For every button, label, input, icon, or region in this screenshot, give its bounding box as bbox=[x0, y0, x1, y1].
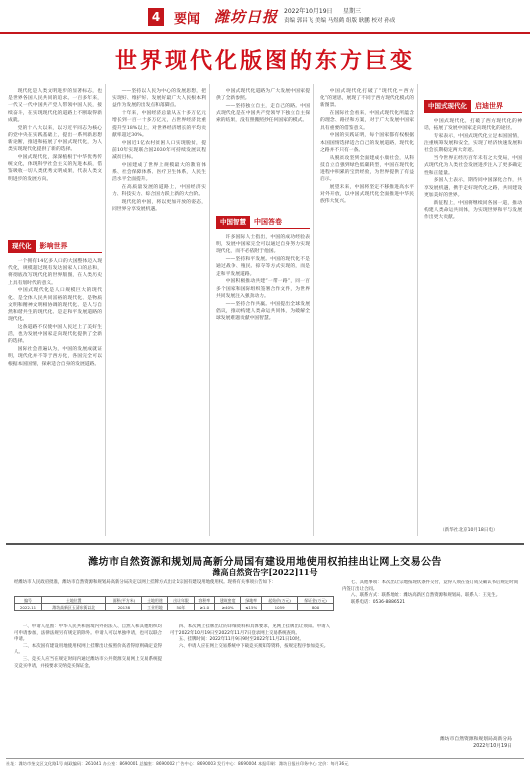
article-column-4 bbox=[320, 88, 414, 536]
issue-date: 2022年10月19日 bbox=[284, 8, 333, 15]
paragraph: 在高质量发展的道路上，中国经济实力、科技实力、综合国力跃上新的大台阶。 bbox=[112, 185, 206, 198]
paragraph: 十年来，中国经济总量从五十多万亿元增长到一百一十多万亿元，占世界经济比重提升至18%以上，对世界经济增长的平均贡献率超过30%。 bbox=[112, 111, 206, 138]
paragraph: 国际社会普遍认为，中国的发展成就证明，现代化并不等于西方化，各国完全可以根据本国国情，探索适合自身的发展道路。 bbox=[8, 347, 102, 367]
paragraph: ——坚持以人民为中心的发展思想，把实现好、维护好、发展好最广大人民根本利益作为发展的出发点和落脚点。 bbox=[112, 89, 206, 109]
paragraph: 现代化的中国，将以更加开放的姿态，同世界分享发展机遇。 bbox=[112, 200, 206, 213]
subhead-inspire-world bbox=[424, 100, 522, 113]
article-column-5 bbox=[424, 118, 522, 524]
paragraph: 许多国际人士指出，中国的成功经验表明，发展中国家完全可以通过自身努力实现现代化，而不必依附于他国。 bbox=[216, 235, 310, 255]
paragraph: 中国的实践证明，每个国家都有权根据本国国情选择适合自己的发展道路，现代化之路并不只有一条。 bbox=[320, 133, 414, 153]
page-headline: 世界现代化版图的东方巨变 bbox=[114, 48, 415, 74]
page-masthead bbox=[0, 0, 530, 34]
paragraph: 六、申请人应在网上交易系统中下载竞买须知等资料，按规定程序参加竞买。 bbox=[178, 643, 329, 649]
table-header-row bbox=[15, 597, 334, 604]
subhead-tag: 中国智慧 bbox=[216, 216, 250, 229]
paragraph: ——坚持合作共赢。中国提出全球发展倡议，推动构建人类命运共同体，为破解全球发展难题贡献中国智慧。 bbox=[216, 301, 310, 322]
announcement-signature bbox=[440, 736, 512, 750]
table-header: 起始价(万元) bbox=[262, 597, 298, 604]
table-header: 面积(平方米) bbox=[106, 597, 142, 604]
table-cell: 1059 bbox=[262, 604, 298, 611]
paragraph: 新征程上，中国将继续同各国一道，推动构建人类命运共同体，为实现世界和平与发展作出更大贡献。 bbox=[424, 200, 522, 221]
page-number: 4 bbox=[148, 8, 164, 26]
paragraph: 联系电话：0536-8886521 bbox=[350, 599, 406, 605]
subhead-title: 启迪世界 bbox=[471, 100, 522, 113]
announcement-top-rule bbox=[6, 543, 524, 545]
table-cell: 20138 bbox=[106, 604, 142, 611]
announcement-title: 潍坊市自然资源和规划局高新分局国有建设用地使用权拍挂出让网上交易公告 bbox=[88, 557, 442, 568]
subhead-modernization bbox=[8, 240, 102, 253]
paragraph: 一个拥有14亿多人口的大国整体迈入现代化，规模超过现有发达国家人口的总和，将彻底改写现代化的世界版图，在人类历史上具有划时代的意义。 bbox=[8, 259, 102, 286]
paragraph: 现代化是人类文明进步的显著标志，也是世界各国人民共同的追求。一百多年来，一代又一代中国共产党人带领中国人民，接续奋斗，在实现现代化的道路上不断取得新成就。 bbox=[8, 89, 102, 123]
paragraph: 这条道路不仅使中国人民过上了美好生活，也为发展中国家走向现代化提供了全新的选择。 bbox=[8, 325, 102, 345]
parcel-table bbox=[14, 596, 334, 611]
article-column-1a bbox=[8, 88, 102, 236]
column-divider bbox=[105, 84, 106, 536]
paragraph: 中国式现代化道路为广大发展中国家提供了全新参照。 bbox=[216, 89, 310, 102]
paragraph: 二、本次国有建设用地使用权网上挂牌出让按照价高者得原则确定竞得人。 bbox=[14, 643, 162, 656]
paragraph: 中国式现代化打破了“现代化＝西方化”的迷思，展现了不同于西方现代化模式的新图景。 bbox=[320, 89, 414, 109]
table-header: 保证金(万元) bbox=[298, 597, 334, 604]
editor-credits: 责编 郭昌飞 美编 马煜鹤 组版 耿鹏 校对 孙成 bbox=[284, 18, 396, 24]
page-footer: 社址：潍坊市奎文区文化路1号 邮政编码：261041 办公室：8690001 总编室：8690002 广告中心：8690003 发行中心：8690004 本报印刷：潍坊日报社印务中心 定价：每月36元 bbox=[6, 758, 524, 767]
table-header: 土地用途 bbox=[142, 597, 168, 604]
announcement-intro: 经潍坊市人民政府批准，潍坊市自然资源和规划局高新分局决定以网上挂牌方式出让1宗国有建设用地使用权。现将有关事项公告如下： bbox=[14, 580, 276, 585]
article-signature: （新华社北京10月18日电） bbox=[440, 528, 498, 533]
table-header: 出让年限 bbox=[168, 597, 194, 604]
announcement-body-left bbox=[14, 624, 162, 754]
table-header: 建筑密度 bbox=[215, 597, 241, 604]
paragraph: 党的十八大以来，以习近平同志为核心的党中央在实践基础上，提出一系列新思想新论断，推进和拓展了中国式现代化，为人类实现现代化提供了新的选择。 bbox=[8, 125, 102, 153]
article-column-3b bbox=[216, 234, 310, 536]
column-divider bbox=[417, 84, 418, 536]
table-header: 绿地率 bbox=[241, 597, 262, 604]
paragraph: 从脱贫攻坚到全面建成小康社会，从科技自立自强到绿色低碳转型，中国在现代化进程中积累的宝贵经验，为世界提供了有益启示。 bbox=[320, 155, 414, 183]
announcement-body-right bbox=[342, 580, 518, 732]
paragraph: 中国近1亿农村贫困人口实现脱贫，提前10年实现联合国2030年可持续发展议程减贫目标。 bbox=[112, 140, 206, 161]
table-cell: 2022-11 bbox=[15, 604, 42, 611]
announcement-body-mid bbox=[170, 624, 330, 754]
table-cell: 800 bbox=[298, 604, 334, 611]
paper-logo: 潍坊日报 bbox=[214, 8, 279, 26]
paragraph: 八、联系方式：联系地址：潍坊高新区自然资源和规划局。联系人：王先生。 bbox=[350, 593, 501, 599]
paragraph: ——坚持独立自主，走自己的路。中国式现代化是在中国共产党领导下独立自主探索的结果，没有照搬照抄任何国家的模式。 bbox=[216, 104, 310, 124]
subhead-tag: 现代化 bbox=[8, 240, 36, 253]
paragraph: 四、本次网上挂牌出让的详细资料和具体要求，见网上挂牌出让须知。申请人可于2022年10月19日至2022年11月7日登录网上交易系统查询。 bbox=[170, 624, 330, 636]
subhead-title: 中国答卷 bbox=[250, 216, 310, 229]
table-cell: ≥1.0 bbox=[194, 604, 215, 611]
table-row bbox=[15, 604, 334, 611]
paragraph: 中国式现代化，打破了西方现代化的神话，拓展了发展中国家走向现代化的途径。 bbox=[424, 119, 522, 132]
paragraph: 当今世界正经历百年未有之大变局，中国式现代化为人类社会发展进步注入了更多确定性和正能量。 bbox=[424, 156, 522, 176]
table-cell: 50年 bbox=[168, 604, 194, 611]
table-cell: ≥40% bbox=[215, 604, 241, 611]
table-header: 编号 bbox=[15, 597, 42, 604]
article-column-2 bbox=[112, 88, 206, 536]
paragraph: 七、其他事项：本次出让宗地按现状条件交付，竞得人须在签订成交确认书后规定时间内签订出让合同。 bbox=[342, 580, 518, 592]
paragraph: 五、挂牌时间：2022年11月9日9时至2022年11月21日10时。 bbox=[178, 637, 304, 643]
subhead-tag: 中国式现代化 bbox=[424, 100, 471, 113]
paragraph: 中国积极推动共建“一带一路”，同一百多个国家和国际组织签署合作文件，为世界共同发展注入强劲动力。 bbox=[216, 279, 310, 299]
paragraph: 一、申请人范围：中华人民共和国境内外的法人、自然人和其他组织均可申请参加，法律法规另有规定的除外。申请人可以单独申请，也可以联合申请。 bbox=[14, 624, 162, 643]
paragraph: 专家表示，中国式现代化立足本国国情，注重统筹发展和安全，实现了经济快速发展和社会长期稳定两大奇迹。 bbox=[424, 134, 522, 154]
table-cell: 工业用地 bbox=[142, 604, 168, 611]
article-column-1b bbox=[8, 258, 102, 536]
issuing-organization: 潍坊市自然资源和规划局高新分局 bbox=[440, 737, 512, 742]
announcement-number: 潍高自然资告字[2022]11号 bbox=[212, 567, 318, 577]
article-column-3a bbox=[216, 88, 310, 212]
paragraph: 中国式现代化是人口规模巨大的现代化、是全体人民共同富裕的现代化、是物质文明和精神文明相协调的现代化、是人与自然和谐共生的现代化、是走和平发展道路的现代化。 bbox=[8, 288, 102, 323]
table-cell: 潍坊高新区玉清东街以北 bbox=[42, 604, 106, 611]
paragraph: ——坚持和平发展。中国的现代化不是通过战争、殖民、掠夺等方式实现的，而是走和平发展道路。 bbox=[216, 257, 310, 277]
issue-date: 2022年10月19日 bbox=[473, 744, 512, 749]
paragraph: 中国式现代化，深深植根于中华优秀传统文化，体现科学社会主义的先进本质，借鉴吸收一切人类优秀文明成果，代表人类文明进步的发展方向。 bbox=[8, 155, 102, 182]
table-header: 土地位置 bbox=[42, 597, 106, 604]
column-divider bbox=[313, 84, 314, 536]
article-column-5-top bbox=[424, 88, 522, 98]
subhead-chinese-wisdom bbox=[216, 216, 310, 229]
paragraph: 中国建成了世界上规模最大的教育体系、社会保障体系、医疗卫生体系，人民生活水平全面提升。 bbox=[112, 162, 206, 183]
column-divider bbox=[209, 84, 210, 536]
paragraph: 在国际社会看来，中国式现代化所蕴含的理念、路径和方案，对于广大发展中国家具有重要的借鉴意义。 bbox=[320, 111, 414, 131]
paragraph: 展望未来，中国将坚定不移推进高水平对外开放，以中国式现代化全面推进中华民族伟大复兴。 bbox=[320, 185, 414, 205]
subhead-title: 影响世界 bbox=[36, 240, 103, 253]
table-cell: ≤15% bbox=[241, 604, 262, 611]
paragraph: 三、竞买人应当在规定时间内通过潍坊市公共资源交易网上交易系统提交竞买申请，并按要求交纳竞买保证金。 bbox=[14, 656, 162, 669]
table-header: 容积率 bbox=[194, 597, 215, 604]
section-name: 要闻 bbox=[174, 12, 201, 27]
issue-weekday: 星期三 bbox=[343, 8, 362, 15]
paragraph: 多国人士表示，期待同中国深化合作，共享发展机遇，携手走好现代化之路，共同建设更加美好的世界。 bbox=[424, 178, 522, 198]
